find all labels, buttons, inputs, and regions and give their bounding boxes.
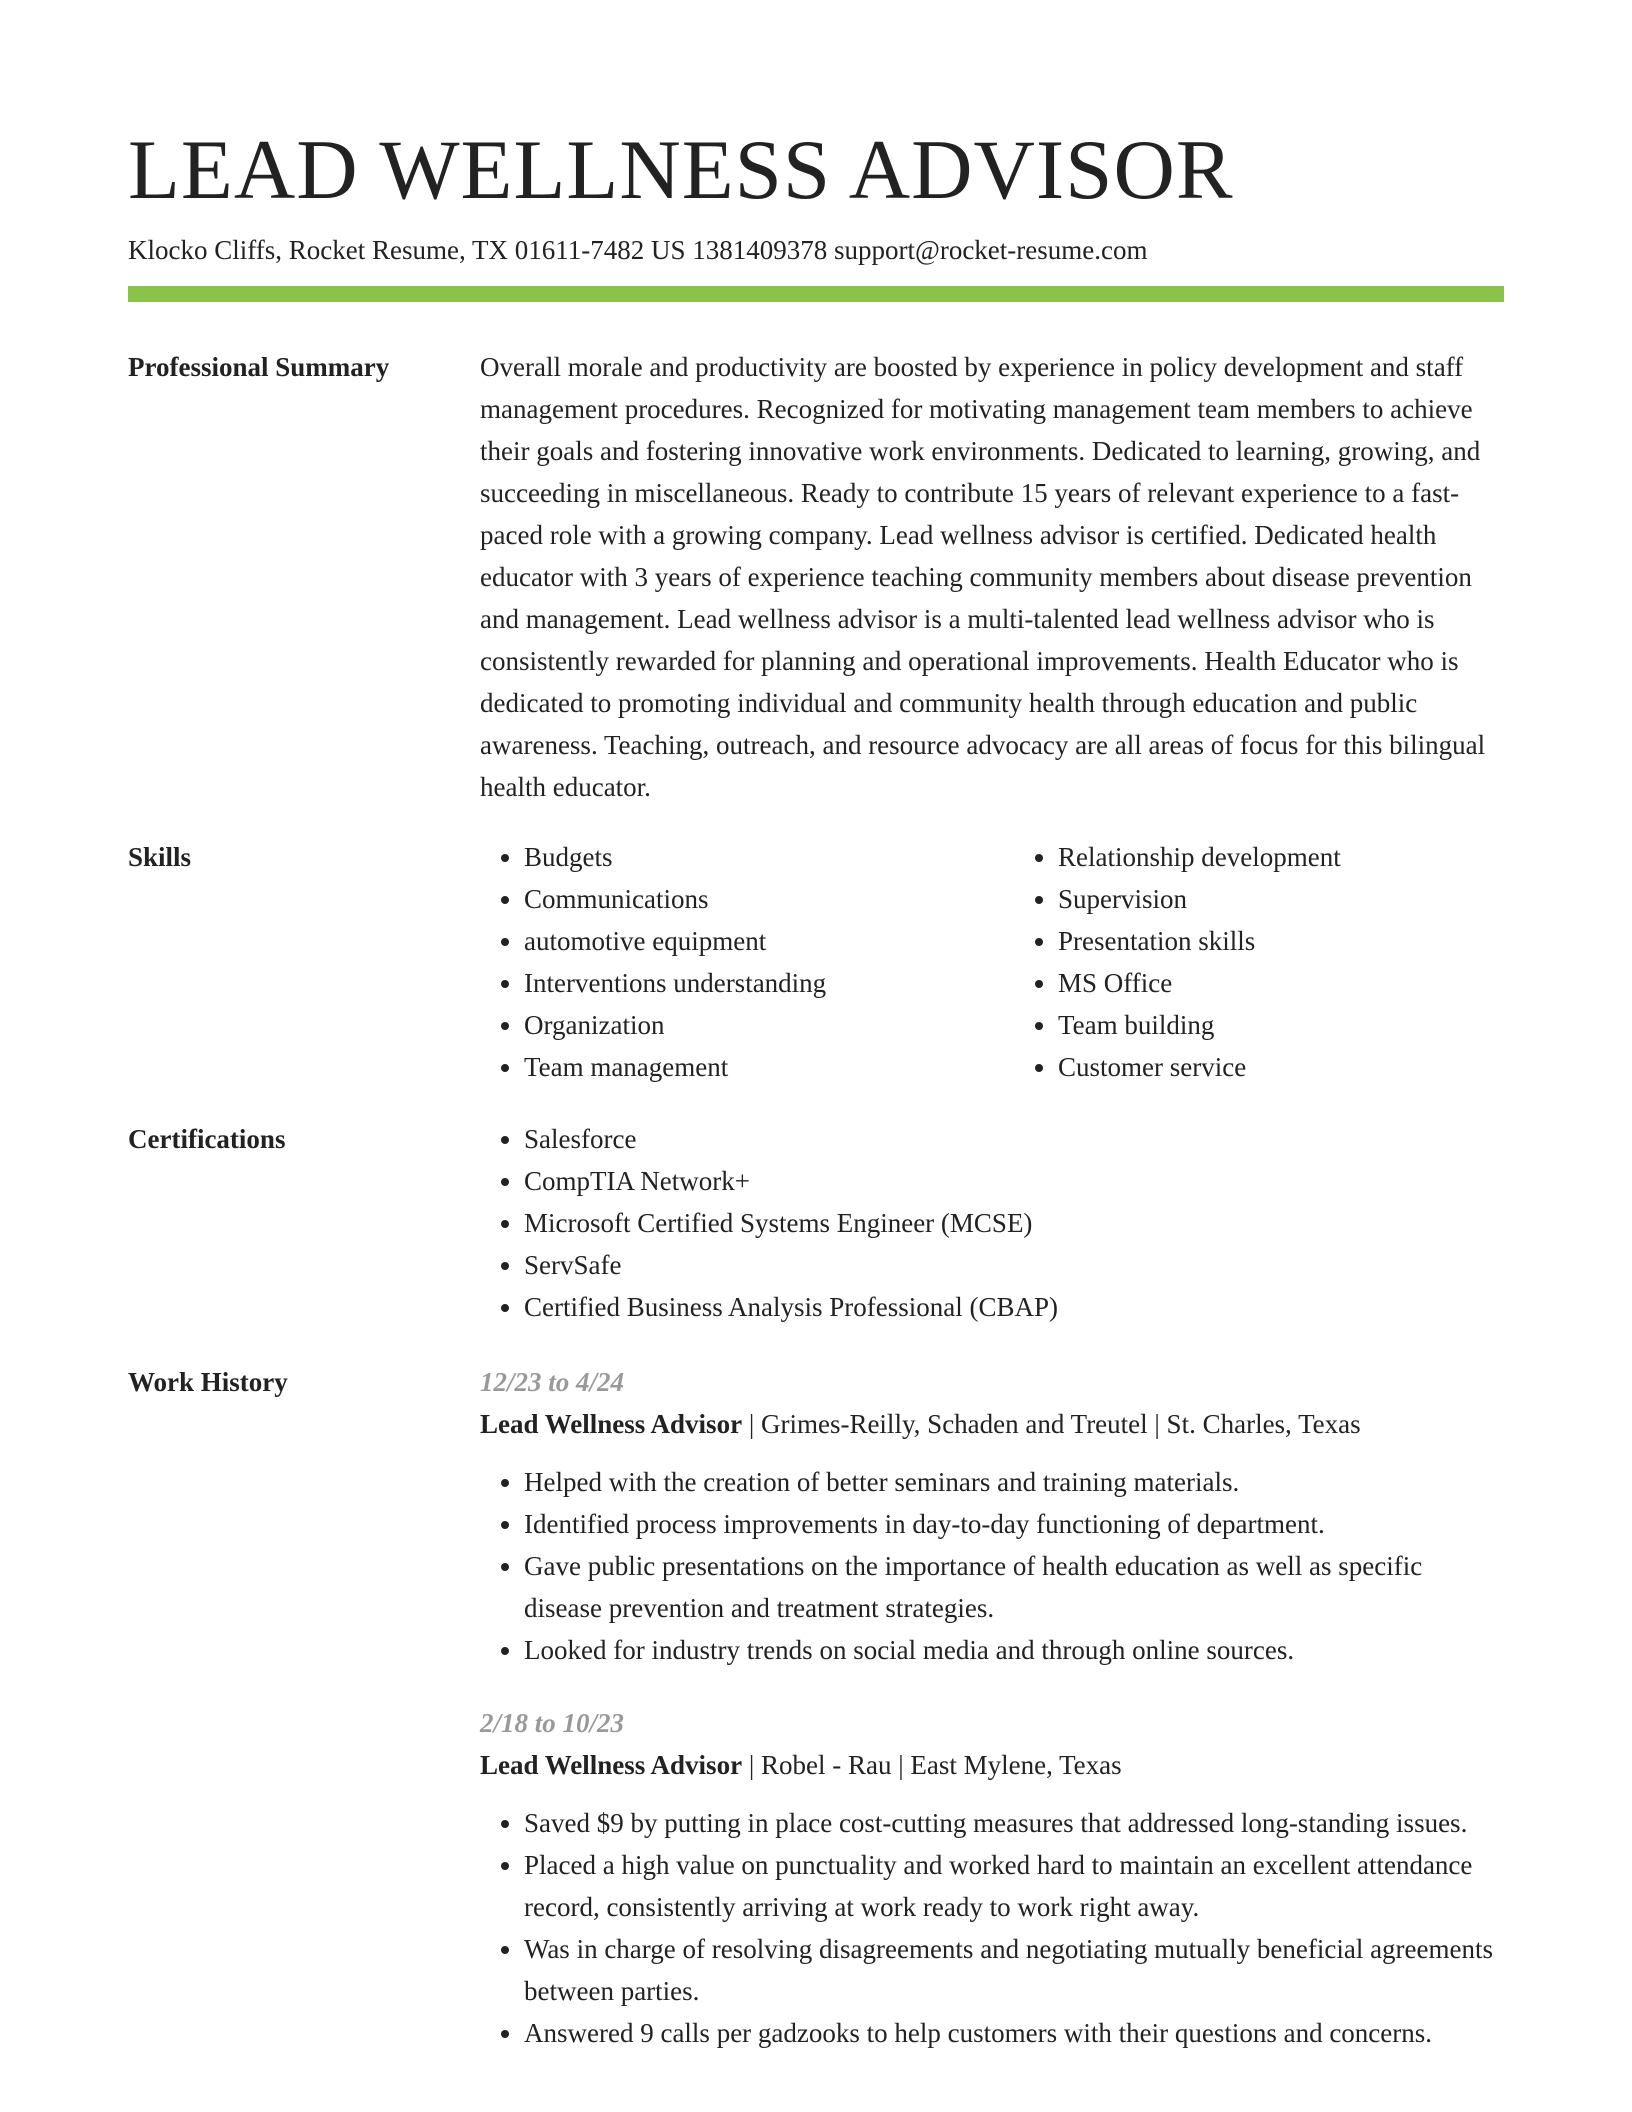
- job-employer-location: | Grimes-Reilly, Schaden and Treutel | St. Charles, Texas: [742, 1409, 1361, 1439]
- job-duties-list: [480, 1802, 1504, 2054]
- skill-item: • Team management: [524, 1046, 970, 1088]
- job-duty-item: • Identified process improvements in day-to-day functioning of department.: [524, 1503, 1504, 1545]
- certifications-list: [480, 1118, 1504, 1328]
- skill-item: • automotive equipment: [524, 920, 970, 962]
- job-title-line: [480, 1403, 1504, 1445]
- header-divider: [128, 286, 1504, 302]
- job-entry: [480, 1702, 1504, 2054]
- work-history-heading: Work History: [128, 1367, 288, 1397]
- certification-item: • CompTIA Network+: [524, 1160, 1504, 1202]
- skill-item: • Relationship development: [1058, 836, 1504, 878]
- job-employer-location: | Robel - Rau | East Mylene, Texas: [742, 1750, 1122, 1780]
- job-duty-item: • Was in charge of resolving disagreements and negotiating mutually beneficial agreements between parties.: [524, 1928, 1504, 2012]
- skill-item: • Customer service: [1058, 1046, 1504, 1088]
- certifications-body: [480, 1118, 1504, 1328]
- job-duty-item: • Saved $9 by putting in place cost-cutting measures that addressed long-standing issues.: [524, 1802, 1504, 1844]
- job-role: Lead Wellness Advisor: [480, 1750, 743, 1780]
- skill-item: • Supervision: [1058, 878, 1504, 920]
- skill-item: • Presentation skills: [1058, 920, 1504, 962]
- resume-title: LEAD WELLNESS ADVISOR: [128, 123, 1234, 217]
- job-role: Lead Wellness Advisor: [480, 1409, 743, 1439]
- job-duty-item: • Answered 9 calls per gadzooks to help customers with their questions and concerns.: [524, 2012, 1504, 2054]
- skill-item: • Budgets: [524, 836, 970, 878]
- skills-heading: Skills: [128, 842, 192, 872]
- contact-line: Klocko Cliffs, Rocket Resume, TX 01611-7482 US 1381409378 support@rocket-resume.com: [128, 235, 1148, 265]
- job-entry: [480, 1361, 1504, 1671]
- work-history-body: [480, 1361, 1504, 2054]
- skill-item: • Interventions understanding: [524, 962, 970, 1004]
- skills-list-right: [1014, 836, 1504, 1088]
- job-duty-item: • Placed a high value on punctuality and worked hard to maintain an excellent attendance record, consistently arriving at work ready to work right away.: [524, 1844, 1504, 1928]
- skills-body: [480, 836, 1504, 1088]
- skill-item: • Organization: [524, 1004, 970, 1046]
- summary-body: [480, 346, 1504, 808]
- summary-heading: Professional Summary: [128, 352, 390, 382]
- job-dates: 2/18 to 10/23: [480, 1708, 625, 1738]
- job-dates: 12/23 to 4/24: [480, 1367, 625, 1397]
- certifications-heading: Certifications: [128, 1124, 286, 1154]
- skill-item: • Communications: [524, 878, 970, 920]
- certification-item: • Certified Business Analysis Professional (CBAP): [524, 1286, 1504, 1328]
- certification-item: • Salesforce: [524, 1118, 1504, 1160]
- job-duty-item: • Gave public presentations on the importance of health education as well as specific disease prevention and treatment strategies.: [524, 1545, 1504, 1629]
- job-duty-item: • Helped with the creation of better seminars and training materials.: [524, 1461, 1504, 1503]
- job-duties-list: [480, 1461, 1504, 1671]
- job-duty-item: • Looked for industry trends on social media and through online sources.: [524, 1629, 1504, 1671]
- skill-item: • Team building: [1058, 1004, 1504, 1046]
- certification-item: • ServSafe: [524, 1244, 1504, 1286]
- skill-item: • MS Office: [1058, 962, 1504, 1004]
- skills-list-left: [480, 836, 970, 1088]
- summary-text: Overall morale and productivity are boosted by experience in policy development and staff management procedures. Recognized for motivating management team members to achieve their goals and fostering innovative work environments. Dedicated to learning, growing, and succeeding in miscellaneous. Ready to contribute 15 years of relevant experience to a fast-paced role with a growing company. Lead wellness advisor is certified. Dedicated health educator with 3 years of experience teaching community members about disease prevention and management. Lead wellness advisor is a multi-talented lead wellness advisor who is consistently rewarded for planning and operational improvements. Health Educator who is dedicated to promoting individual and community health through education and public awareness. Teaching, outreach, and resource advocacy are all areas of focus for this bilingual health educator.: [480, 352, 1486, 802]
- job-title-line: [480, 1744, 1504, 1786]
- certification-item: • Microsoft Certified Systems Engineer (MCSE): [524, 1202, 1504, 1244]
